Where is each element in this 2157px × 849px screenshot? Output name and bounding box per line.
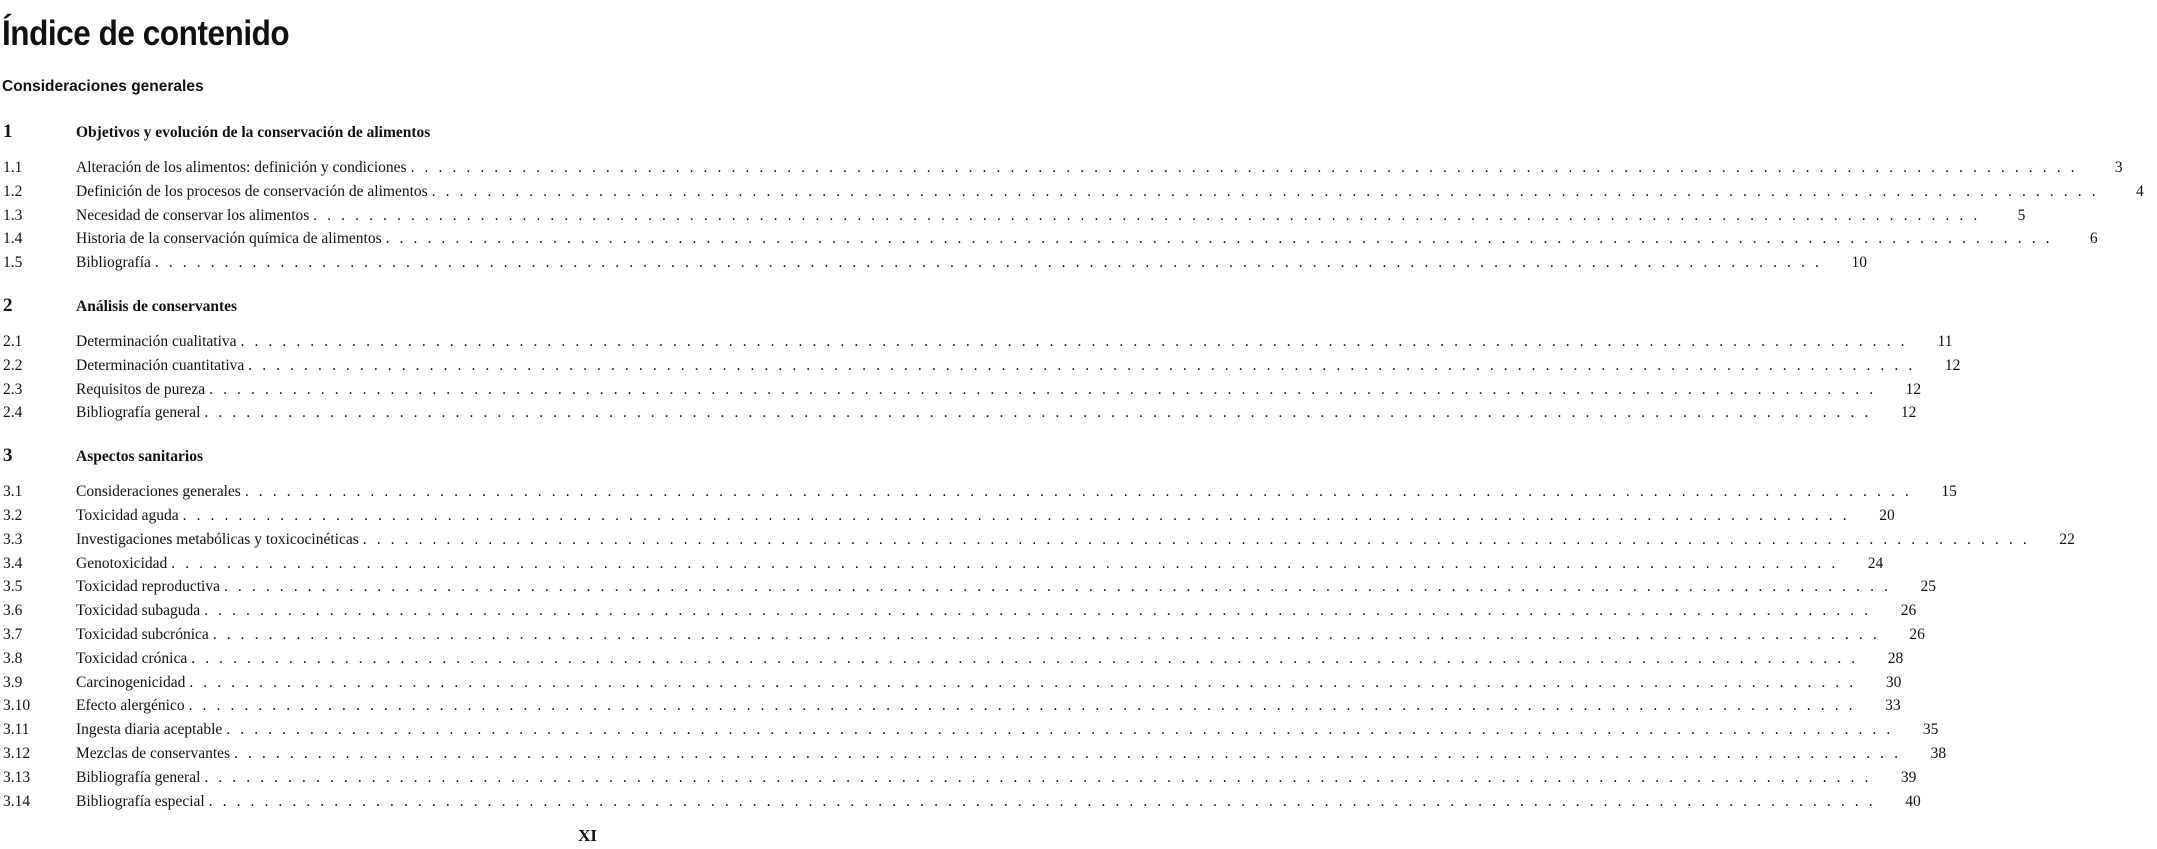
entry-title: Requisitos de pureza (76, 380, 206, 398)
page-number: XI (578, 826, 597, 845)
dot-leader: . . . . . . . . . . . . . . . . . . . . . . . . . . . . . . . . . . . . . . . . . . . . . . . . . . . . . . . . . . . . . . . . . . . . . . . . . . . . . . . . . . . . . . . . . . . . . . . . . . . . . . . . . . . . . . . . . . . . . . . . (313, 206, 1981, 224)
entry-page: 12 (1905, 380, 1922, 398)
entry-number: 3.11 (3, 721, 30, 739)
section-subtitle: Consideraciones generales (2, 78, 204, 95)
entry-number: 3.3 (3, 530, 23, 548)
entry-title: Toxicidad aguda (76, 506, 179, 524)
chapter-title: Análisis de conservantes (76, 297, 238, 315)
entry-title: Alteración de los alimentos: definición y condiciones (76, 159, 407, 176)
entry-number: 1.2 (3, 182, 23, 200)
toc-entry[interactable] (0, 332, 1953, 357)
toc-entry[interactable] (0, 206, 2026, 231)
dot-leader: . . . . . . . . . . . . . . . . . . . . . . . . . . . . . . . . . . . . . . . . . . . . . . . . . . . . . . . . . . . . . . . . . . . . . . . . . . . . . . . . . . . . . . . . . . . . . . . . . . . . . . . . . . . . . . . . . . . . . . . . (223, 578, 1891, 596)
entry-page: 26 (1909, 625, 1925, 643)
entry-page: 33 (1885, 697, 1901, 715)
entry-number: 1.3 (3, 206, 23, 224)
dot-leader: . . . . . . . . . . . . . . . . . . . . . . . . . . . . . . . . . . . . . . . . . . . . . . . . . . . . . . . . . . . . . . . . . . . . . . . . . . . . . . . . . . . . . . . . . . . . . . . . . . . . . . . . . . . . . . . . . . . . . . . . (209, 380, 1877, 398)
toc-entry[interactable] (0, 404, 1917, 428)
dot-leader: . . . . . . . . . . . . . . . . . . . . . . . . . . . . . . . . . . . . . . . . . . . . . . . . . . . . . . . . . . . . . . . . . . . . . . . . . . . . . . . . . . . . . . . . . . . . . . . . . . . . . . . . . . . . . . . . . . . . . . . . (385, 230, 2053, 248)
entry-number: 3.9 (3, 673, 23, 691)
toc-entry[interactable] (0, 792, 1921, 817)
dot-leader: . . . . . . . . . . . . . . . . . . . . . . . . . . . . . . . . . . . . . . . . . . . . . . . . . . . . . . . . . . . . . . . . . . . . . . . . . . . . . . . . . . . . . . . . . . . . . . . . . . . . . . . . . . . . . . . . . . . . . . . . (212, 625, 1880, 643)
dot-leader: . . . . . . . . . . . . . . . . . . . . . . . . . . . . . . . . . . . . . . . . . . . . . . . . . . . . . . . . . . . . . . . . . . . . . . . . . . . . . . . . . . . . . . . . . . . . . . . . . . . . . . . . . . . . . . . . . . . . . . . . (431, 182, 2099, 200)
page-title: Índice de contenido (2, 14, 290, 53)
entry-page: 3 (2114, 159, 2123, 176)
entry-title: Bibliografía general (76, 768, 201, 786)
dot-leader: . . . . . . . . . . . . . . . . . . . . . . . . . . . . . . . . . . . . . . . . . . . . . . . . . . . . . . . . . . . . . . . . . . . . . . . . . . . . . . . . . . . . . . . . . . . . . . . . . . . . . . . . . . . . . . . . . . . . . . . . (204, 404, 1872, 422)
entry-page: 15 (1941, 483, 1957, 501)
toc-entry[interactable] (0, 380, 1922, 405)
entry-page: 40 (1905, 792, 1921, 810)
entry-title: Necesidad de conservar los alimentos (76, 206, 310, 224)
entry-page: 24 (1867, 554, 1884, 572)
toc-entry[interactable] (0, 697, 1901, 721)
entry-page: 26 (1900, 602, 1917, 620)
toc-entry[interactable] (0, 649, 1904, 674)
entry-page: 10 (1851, 254, 1867, 272)
toc-entry[interactable] (0, 625, 1925, 650)
entry-page: 22 (2059, 530, 2075, 548)
dot-leader: . . . . . . . . . . . . . . . . . . . . . . . . . . . . . . . . . . . . . . . . . . . . . . . . . . . . . . . . . . . . . . . . . . . . . . . . . . . . . . . . . . . . . . . . . . . . . . . . . . . . . . . . . . . . . . . . . . . . . . . . (189, 673, 1857, 691)
entry-number: 3.14 (3, 792, 31, 810)
entry-title: Bibliografía general (76, 404, 201, 422)
entry-number: 1.1 (3, 159, 23, 176)
entry-number: 3.4 (3, 554, 23, 572)
toc-entry[interactable] (0, 530, 2075, 555)
entry-number: 3.6 (3, 602, 23, 620)
entry-page: 4 (2135, 182, 2144, 200)
entry-title: Definición de los procesos de conservación de alimentos (76, 182, 428, 200)
toc-entry[interactable] (0, 254, 1867, 278)
entry-number: 2.1 (3, 332, 23, 350)
entry-number: 3.13 (3, 768, 31, 786)
dot-leader: . . . . . . . . . . . . . . . . . . . . . . . . . . . . . . . . . . . . . . . . . . . . . . . . . . . . . . . . . . . . . . . . . . . . . . . . . . . . . . . . . . . . . . . . . . . . . . . . . . . . . . . . . . . . . . . . . . . . . . . . (171, 554, 1839, 572)
dot-leader: . . . . . . . . . . . . . . . . . . . . . . . . . . . . . . . . . . . . . . . . . . . . . . . . . . . . . . . . . . . . . . . . . . . . . . . . . . . . . . . . . . . . . . . . . . . . . . . . . . . . . . . . . . . . . . . . . . . . . . . . (362, 530, 2030, 548)
entry-number: 3.2 (3, 506, 23, 524)
entry-title: Bibliografía (76, 254, 151, 272)
entry-number: 3.10 (3, 697, 31, 715)
toc-entry[interactable] (0, 159, 2123, 183)
entry-title: Bibliografía especial (76, 792, 205, 810)
entry-page: 12 (1944, 356, 1961, 374)
toc-entry[interactable] (0, 554, 1884, 579)
entry-page: 35 (1922, 721, 1939, 739)
entry-title: Genotoxicidad (76, 554, 168, 572)
entry-number: 2.4 (3, 404, 23, 422)
chapter-number: 2 (3, 294, 13, 316)
entry-number: 2.2 (3, 356, 23, 374)
toc-entry[interactable] (0, 483, 1957, 507)
dot-leader: . . . . . . . . . . . . . . . . . . . . . . . . . . . . . . . . . . . . . . . . . . . . . . . . . . . . . . . . . . . . . . . . . . . . . . . . . . . . . . . . . . . . . . . . . . . . . . . . . . . . . . . . . . . . . . . . . . . . . . . . (240, 332, 1908, 350)
entry-number: 1.4 (3, 230, 23, 248)
entry-number: 3.7 (3, 625, 23, 643)
entry-title: Toxicidad crónica (76, 649, 188, 667)
toc-entry[interactable] (0, 578, 1936, 602)
entry-title: Investigaciones metabólicas y toxicocinéticas (76, 530, 359, 548)
toc-entry[interactable] (0, 506, 1895, 531)
entry-title: Toxicidad subcrónica (76, 625, 209, 643)
entry-page: 11 (1937, 332, 1953, 350)
dot-leader: . . . . . . . . . . . . . . . . . . . . . . . . . . . . . . . . . . . . . . . . . . . . . . . . . . . . . . . . . . . . . . . . . . . . . . . . . . . . . . . . . . . . . . . . . . . . . . . . . . . . . . . . . . . . . . . . . . . . . . . . (208, 792, 1876, 810)
dot-leader: . . . . . . . . . . . . . . . . . . . . . . . . . . . . . . . . . . . . . . . . . . . . . . . . . . . . . . . . . . . . . . . . . . . . . . . . . . . . . . . . . . . . . . . . . . . . . . . . . . . . . . . . . . . . . . . . . . . . . . . . (204, 768, 1872, 786)
entry-number: 3.1 (3, 483, 23, 501)
toc-entry[interactable] (0, 182, 2144, 207)
dot-leader: . . . . . . . . . . . . . . . . . . . . . . . . . . . . . . . . . . . . . . . . . . . . . . . . . . . . . . . . . . . . . . . . . . . . . . . . . . . . . . . . . . . . . . . . . . . . . . . . . . . . . . . . . . . . . . . . . . . . . . . . (188, 697, 1856, 715)
entry-number: 2.3 (3, 380, 23, 398)
entry-page: 20 (1879, 506, 1895, 524)
toc-entry[interactable] (0, 768, 1917, 793)
chapter-heading (0, 121, 600, 145)
entry-title: Ingesta diaria aceptable (76, 721, 223, 739)
entry-title: Determinación cualitativa (76, 332, 237, 350)
dot-leader: . . . . . . . . . . . . . . . . . . . . . . . . . . . . . . . . . . . . . . . . . . . . . . . . . . . . . . . . . . . . . . . . . . . . . . . . . . . . . . . . . . . . . . . . . . . . . . . . . . . . . . . . . . . . . . . . . . . . . . . . (204, 602, 1872, 620)
dot-leader: . . . . . . . . . . . . . . . . . . . . . . . . . . . . . . . . . . . . . . . . . . . . . . . . . . . . . . . . . . . . . . . . . . . . . . . . . . . . . . . . . . . . . . . . . . . . . . . . . . . . . . . . . . . . . . . . . . . . . . . . (234, 744, 1902, 762)
dot-leader: . . . . . . . . . . . . . . . . . . . . . . . . . . . . . . . . . . . . . . . . . . . . . . . . . . . . . . . . . . . . . . . . . . . . . . . . . . . . . . . . . . . . . . . . . . . . . . . . . . . . . . . . . . . . . . . . . . . . . . . . (191, 649, 1859, 667)
dot-leader: . . . . . . . . . . . . . . . . . . . . . . . . . . . . . . . . . . . . . . . . . . . . . . . . . . . . . . . . . . . . . . . . . . . . . . . . . . . . . . . . . . . . . . . . . . . . . . . . . . . . . . . . . . . . . . . . . . . . . . . . (244, 483, 1912, 501)
entry-page: 12 (1900, 404, 1917, 422)
entry-title: Efecto alergénico (76, 697, 185, 715)
chapter-heading (0, 445, 600, 469)
dot-leader: . . . . . . . . . . . . . . . . . . . . . . . . . . . . . . . . . . . . . . . . . . . . . . . . . . . . . . . . . . . . . . . . . . . . . . . . . . . . . . . . . . . . . . . . . . . . . . . . . . . . . . . . . . . . . . . . . . . . . . . . (410, 159, 2078, 176)
dot-leader: . . . . . . . . . . . . . . . . . . . . . . . . . . . . . . . . . . . . . . . . . . . . . . . . . . . . . . . . . . . . . . . . . . . . . . . . . . . . . . . . . . . . . . . . . . . . . . . . . . . . . . . . . . . . . . . . . . . . . . . . (154, 254, 1822, 272)
chapter-title: Aspectos sanitarios (76, 448, 204, 466)
entry-title: Toxicidad subaguda (76, 602, 201, 620)
table-of-contents (0, 121, 2144, 816)
entry-title: Determinación cuantitativa (76, 356, 245, 374)
entry-title: Historia de la conservación química de alimentos (76, 230, 382, 248)
entry-page: 25 (1920, 578, 1936, 596)
chapter-title: Objetivos y evolución de la conservación de alimentos (76, 124, 431, 141)
entry-title: Carcinogenicidad (76, 673, 186, 691)
entry-number: 3.8 (3, 649, 23, 667)
toc-entry[interactable] (0, 356, 1961, 381)
entry-page: 39 (1900, 768, 1917, 786)
entry-number: 3.12 (3, 744, 31, 762)
toc-entry[interactable] (0, 230, 2098, 254)
entry-page: 28 (1887, 649, 1904, 667)
entry-page: 6 (2089, 230, 2098, 248)
entry-page: 5 (2017, 206, 2026, 224)
dot-leader: . . . . . . . . . . . . . . . . . . . . . . . . . . . . . . . . . . . . . . . . . . . . . . . . . . . . . . . . . . . . . . . . . . . . . . . . . . . . . . . . . . . . . . . . . . . . . . . . . . . . . . . . . . . . . . . . . . . . . . . . (248, 356, 1916, 374)
toc-entry[interactable] (0, 721, 1939, 745)
entry-page: 38 (1930, 744, 1947, 762)
entry-page: 30 (1885, 673, 1902, 691)
entry-title: Toxicidad reproductiva (76, 578, 220, 596)
entry-title: Consideraciones generales (76, 483, 241, 501)
chapter-heading (0, 295, 600, 319)
entry-title: Mezclas de conservantes (76, 744, 231, 762)
entry-number: 1.5 (3, 254, 23, 272)
dot-leader: . . . . . . . . . . . . . . . . . . . . . . . . . . . . . . . . . . . . . . . . . . . . . . . . . . . . . . . . . . . . . . . . . . . . . . . . . . . . . . . . . . . . . . . . . . . . . . . . . . . . . . . . . . . . . . . . . . . . . . . . (226, 721, 1894, 739)
entry-number: 3.5 (3, 578, 23, 596)
dot-leader: . . . . . . . . . . . . . . . . . . . . . . . . . . . . . . . . . . . . . . . . . . . . . . . . . . . . . . . . . . . . . . . . . . . . . . . . . . . . . . . . . . . . . . . . . . . . . . . . . . . . . . . . . . . . . . . . . . . . . . . . (182, 506, 1850, 524)
toc-entry[interactable] (0, 602, 1917, 626)
chapter-number: 3 (3, 445, 13, 467)
chapter-number: 1 (3, 121, 13, 142)
toc-entry[interactable] (0, 673, 1902, 698)
toc-entry[interactable] (0, 744, 1947, 769)
